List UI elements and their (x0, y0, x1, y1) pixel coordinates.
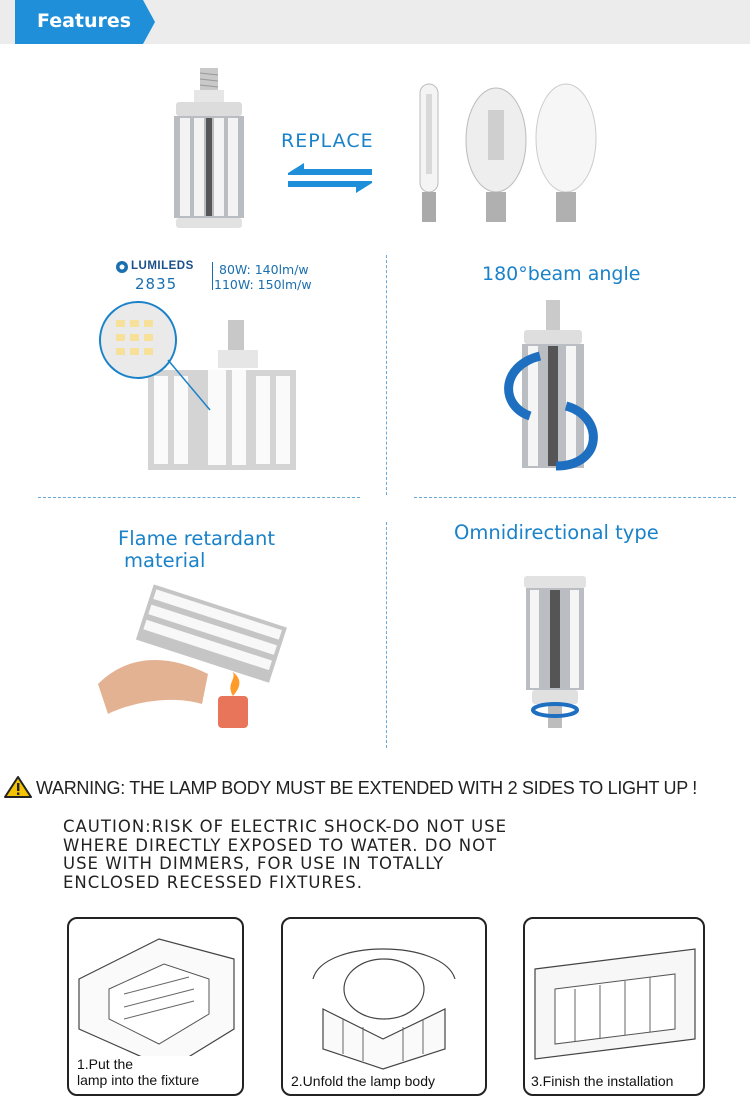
hid-bulbs-image (410, 80, 600, 228)
warning-triangle-icon (4, 775, 32, 799)
step-3-label: 3.Finish the installation (531, 1073, 674, 1089)
unfolded-lamp-image (98, 300, 298, 475)
caution-text: CAUTION:RISK OF ELECTRIC SHOCK-DO NOT USE WHERE DIRECTLY EXPOSED TO WATER. DO NOT USE WITH DIMMERS, FOR USE IN TOTALLY ENCLOSED RECESSED FIXTURES. (63, 817, 508, 892)
divider (38, 497, 360, 498)
flame-test-image (98, 584, 298, 734)
omni-lamp-image (520, 570, 590, 730)
spec-80w: 80W: 140lm/w (219, 262, 309, 277)
step-3-card (523, 917, 705, 1096)
step-1-card (67, 917, 244, 1096)
chip-type: 2835 (135, 275, 178, 293)
lumileds-logo-icon (115, 260, 129, 274)
flame-title-line1: Flame retardant (118, 527, 275, 550)
divider (386, 255, 387, 495)
section-title: Features (37, 10, 132, 32)
step-2-label: 2.Unfold the lamp body (291, 1073, 435, 1089)
flame-title-line2: material (124, 549, 206, 572)
step-2-card (281, 917, 487, 1096)
beam-angle-title: 180°beam angle (482, 263, 641, 285)
swap-arrows-icon (288, 163, 372, 193)
divider (386, 522, 387, 748)
divider (414, 497, 736, 498)
unfold-image (283, 919, 485, 1094)
corn-lamp-image (170, 68, 248, 230)
warning-text: WARNING: THE LAMP BODY MUST BE EXTENDED WITH 2 SIDES TO LIGHT UP ! (36, 778, 698, 798)
omni-title: Omnidirectional type (454, 521, 659, 544)
replace-label: REPLACE (281, 130, 374, 152)
divider (212, 262, 213, 290)
installed-image (525, 919, 703, 1094)
spec-110w: 110W: 150lm/w (214, 277, 312, 292)
lumileds-brand: LUMILEDS (131, 260, 194, 272)
step-1-label: 1.Put the lamp into the fixture (77, 1056, 200, 1088)
beam-angle-lamp-image (500, 296, 606, 478)
